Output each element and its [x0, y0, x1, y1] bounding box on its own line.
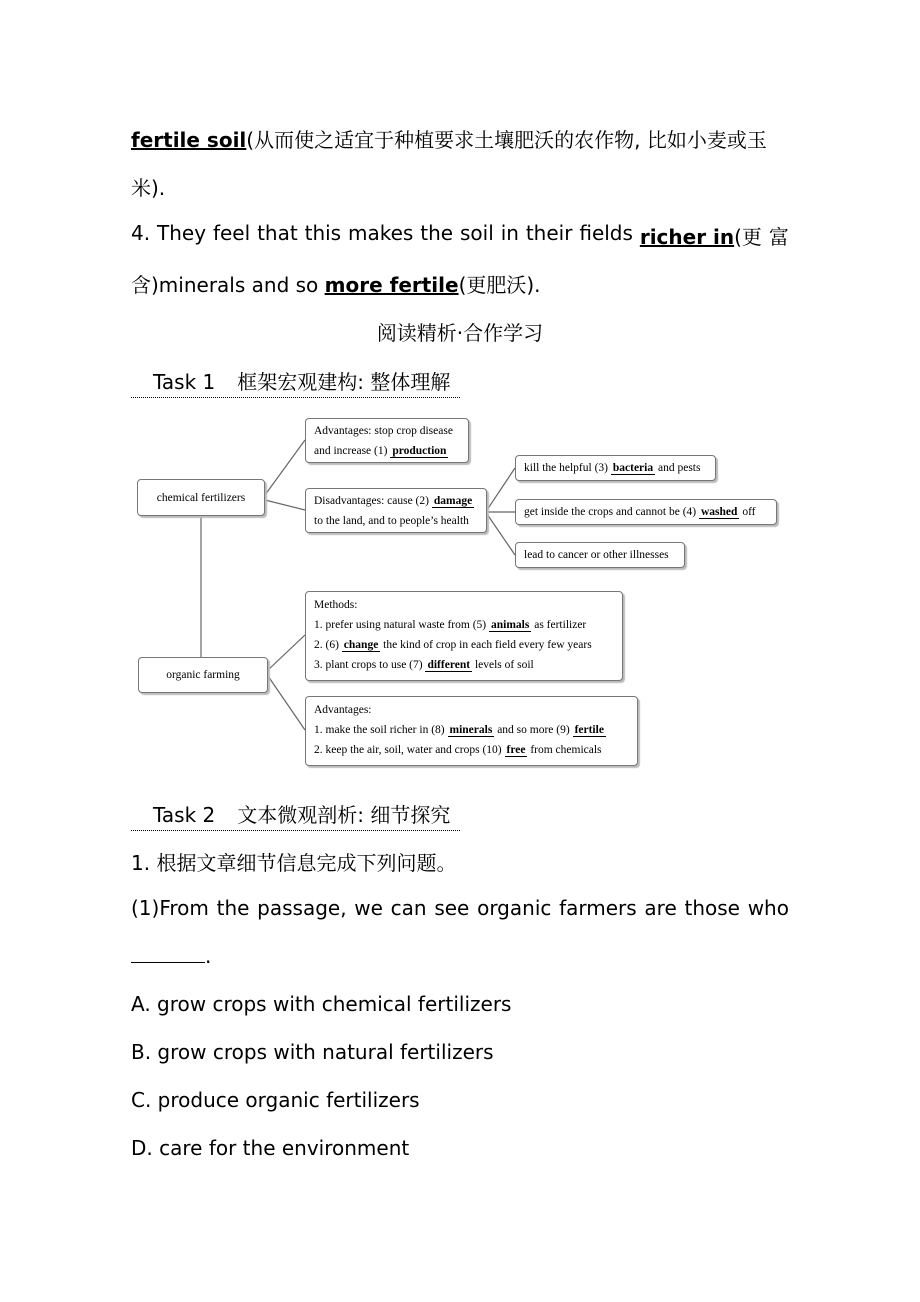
- answer-9: fertile: [574, 724, 604, 736]
- text: 含)minerals and so: [131, 273, 325, 297]
- word: passage,: [257, 896, 347, 920]
- text: get inside the crops and cannot be (4): [524, 506, 699, 518]
- word: we: [354, 896, 383, 920]
- bold-phrase: fertile soil: [131, 128, 247, 152]
- option-d: D. care for the environment: [131, 1136, 410, 1160]
- text: Advantages: stop crop disease: [314, 425, 453, 437]
- word: see: [434, 896, 470, 920]
- task-title: 文本微观剖析: 细节探究: [237, 803, 451, 827]
- organic-advantages-box: [305, 696, 638, 766]
- answer-7: different: [427, 659, 471, 671]
- text: 2. keep the air, soil, water and crops (10): [314, 744, 505, 756]
- word: those: [684, 896, 740, 920]
- option-a: A. grow crops with chemical fertilizers: [131, 992, 512, 1016]
- word: feel: [212, 221, 251, 245]
- chem-disadvantages-box: [305, 488, 487, 533]
- option-b: B. grow crops with natural fertilizers: [131, 1040, 494, 1064]
- text: the kind of crop in each field every few years: [380, 639, 592, 651]
- answer-blank-line: [131, 944, 211, 968]
- task2-heading: [131, 799, 460, 831]
- answer-10: free: [506, 744, 526, 756]
- connector: [487, 514, 515, 555]
- option-c: C. produce organic fertilizers: [131, 1088, 420, 1112]
- section-title: 阅读精析·合作学习: [376, 321, 544, 345]
- disadvantage-3-box: lead to cancer or other illnesses: [515, 542, 685, 568]
- word: 富: [768, 225, 789, 249]
- text: .: [205, 944, 212, 968]
- word: organic: [477, 896, 552, 920]
- methods-heading: Methods:: [314, 599, 358, 611]
- bold-phrase: richer in: [639, 225, 735, 249]
- answer-2: damage: [433, 495, 473, 507]
- answer-blank[interactable]: [131, 944, 205, 963]
- chemical-fertilizers-box: chemical fertilizers: [137, 479, 265, 516]
- text: 1. make the soil richer in (8): [314, 724, 448, 736]
- text: as fertilizer: [531, 619, 587, 631]
- answer-6: change: [343, 639, 379, 651]
- question-1-stem: [131, 896, 789, 920]
- connector: [268, 635, 305, 670]
- text: 3. plant crops to use (7): [314, 659, 426, 671]
- word: makes: [348, 221, 414, 245]
- word: who: [747, 896, 789, 920]
- disadvantage-1-box: [515, 455, 716, 481]
- task-label: Task 1: [153, 370, 216, 394]
- word: this: [304, 221, 342, 245]
- answer-4: washed: [701, 506, 738, 518]
- text: off: [739, 506, 756, 518]
- word: the: [216, 896, 250, 920]
- connector: [487, 468, 515, 510]
- bold-phrase: more fertile: [324, 273, 459, 297]
- word: (更: [734, 225, 762, 249]
- answer-5: animals: [491, 619, 530, 631]
- connector: [265, 500, 305, 510]
- text: and pests: [655, 462, 701, 474]
- connector: [265, 440, 305, 495]
- word: are: [644, 896, 677, 920]
- word: in: [500, 221, 519, 245]
- methods-box: [305, 591, 623, 681]
- text: kill the helpful (3): [524, 462, 611, 474]
- text: levels of soil: [472, 659, 534, 671]
- word: They: [157, 221, 207, 245]
- answer-8: minerals: [449, 724, 493, 736]
- word: soil: [460, 221, 494, 245]
- text: to the land, and to people’s health: [314, 515, 469, 527]
- question-intro: 1. 根据文章细节信息完成下列问题。: [131, 851, 457, 875]
- answer-1: production: [392, 445, 447, 457]
- word: (1)From: [131, 896, 209, 920]
- text: (从而使之适宜于种植要求土壤肥沃的农作物, 比如小麦或玉: [246, 128, 767, 152]
- disadvantage-2-box: [515, 499, 777, 525]
- connector: [268, 676, 305, 730]
- text: 1. prefer using natural waste from (5): [314, 619, 489, 631]
- word: 4.: [131, 221, 151, 245]
- task-label: Task 2: [153, 803, 216, 827]
- advantages-heading: Advantages:: [314, 704, 372, 716]
- text-line-2: 米).: [131, 176, 166, 200]
- text: Disadvantages: cause (2): [314, 495, 432, 507]
- word: their: [525, 221, 573, 245]
- word: the: [420, 221, 454, 245]
- text: and increase (1): [314, 445, 391, 457]
- word: that: [257, 221, 298, 245]
- task-title: 框架宏观建构: 整体理解: [237, 370, 451, 394]
- word: can: [390, 896, 427, 920]
- text: (更肥沃).: [458, 273, 541, 297]
- word: fields: [579, 221, 633, 245]
- chem-advantages-box: [305, 418, 469, 463]
- organic-farming-box: organic farming: [138, 657, 268, 693]
- word: farmers: [559, 896, 637, 920]
- text: from chemicals: [527, 744, 602, 756]
- text: 2. (6): [314, 639, 342, 651]
- text: and so more (9): [494, 724, 573, 736]
- answer-3: bacteria: [612, 462, 654, 474]
